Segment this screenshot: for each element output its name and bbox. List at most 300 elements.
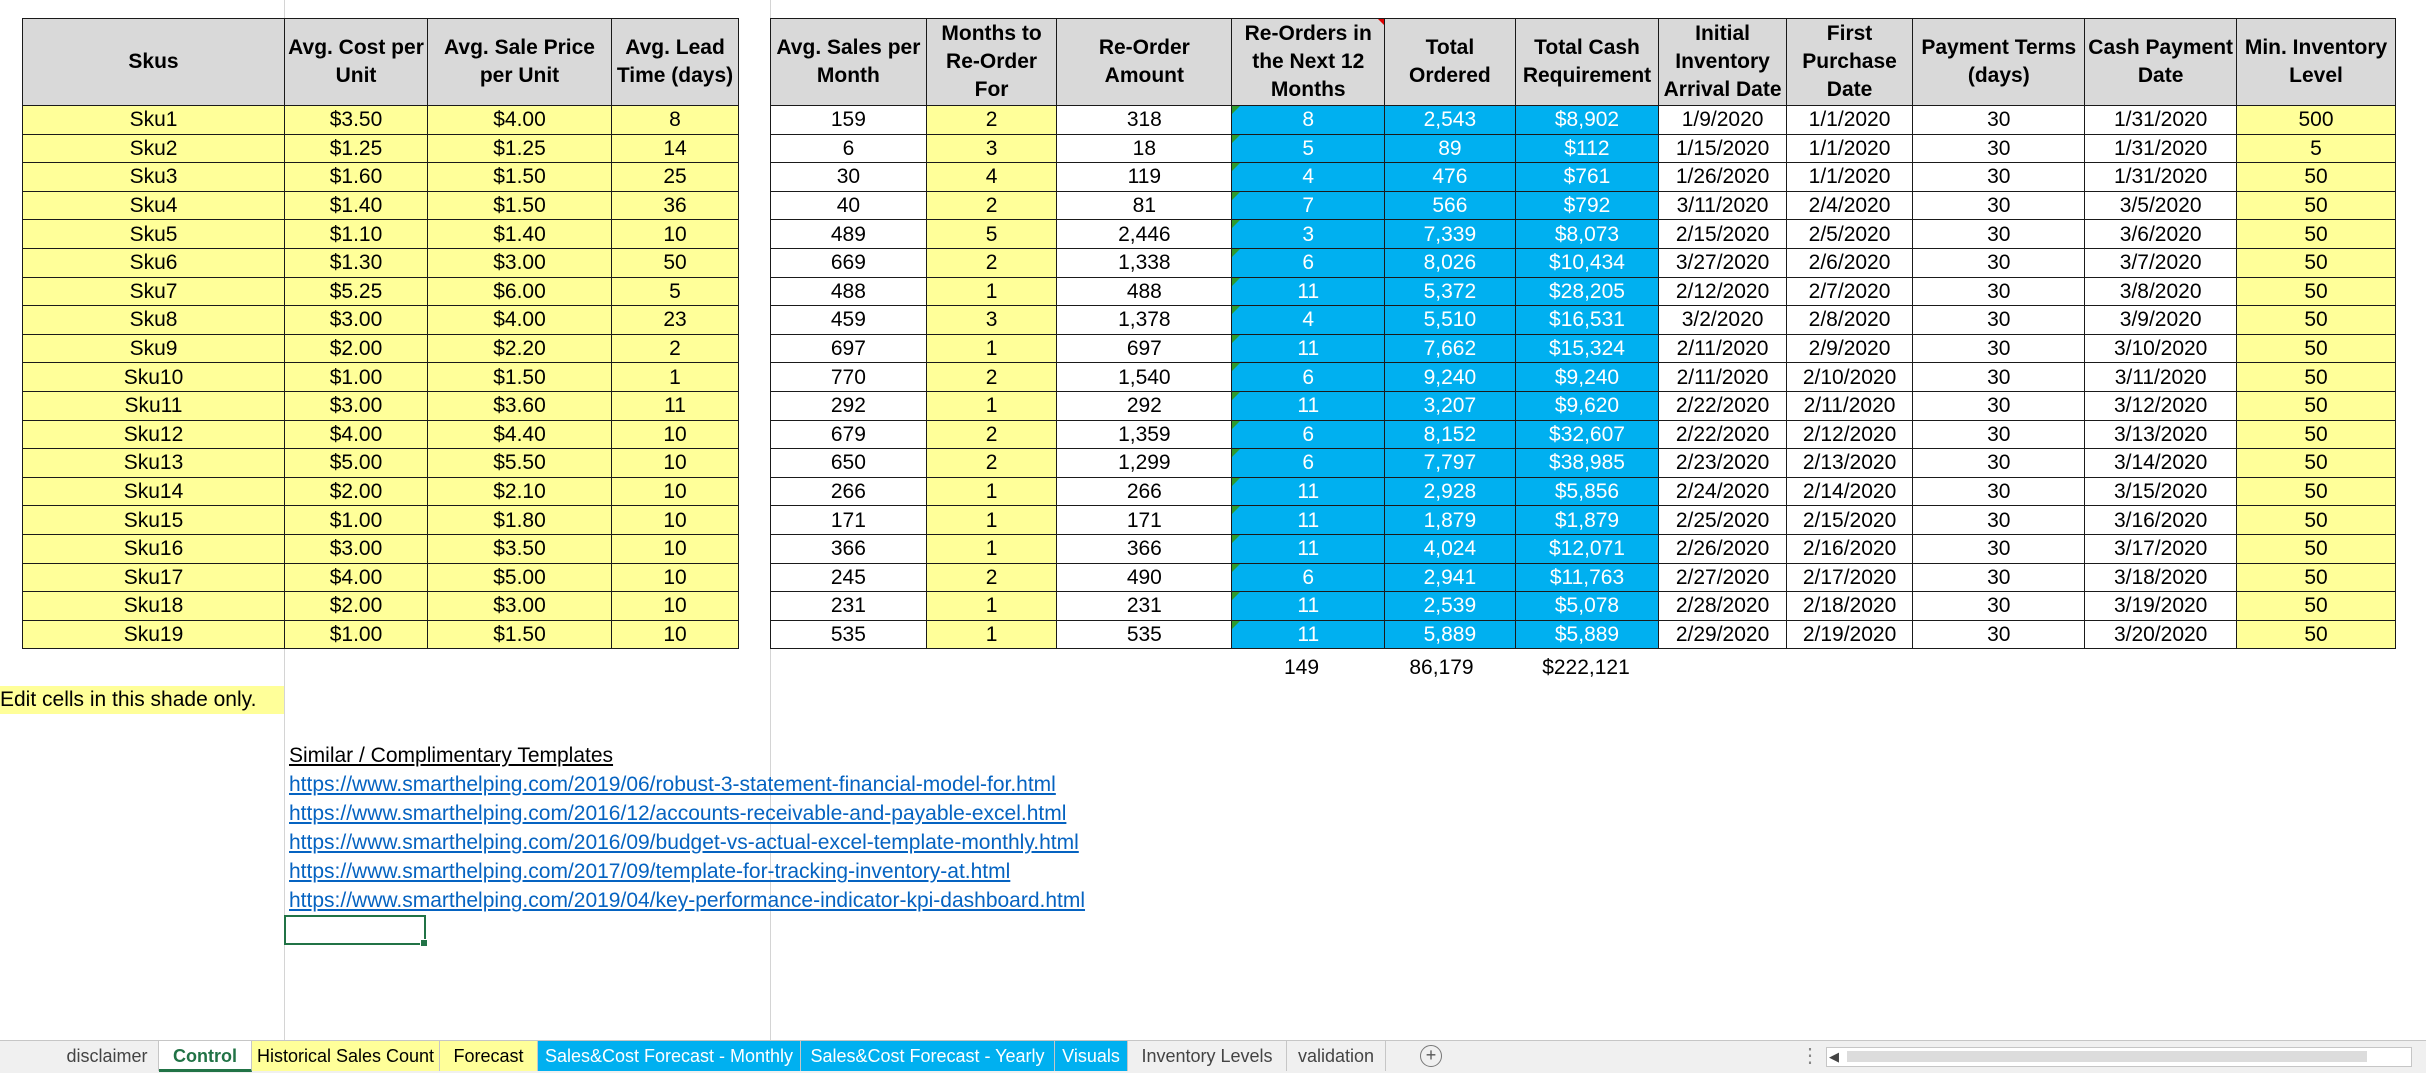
- calc-cell[interactable]: [1385, 420, 1516, 449]
- calc-cell[interactable]: [1232, 334, 1385, 363]
- calc-cell[interactable]: [1385, 191, 1516, 220]
- sku-cell[interactable]: Sku15: [23, 506, 285, 535]
- data-cell[interactable]: [771, 506, 927, 535]
- selected-cell[interactable]: [284, 915, 426, 945]
- data-cell[interactable]: [1659, 277, 1786, 306]
- input-cell[interactable]: $4.00: [428, 306, 612, 335]
- input-cell[interactable]: $1.00: [285, 620, 428, 649]
- data-cell[interactable]: [926, 248, 1057, 277]
- calc-cell[interactable]: [1385, 563, 1516, 592]
- data-cell[interactable]: [2085, 391, 2237, 420]
- data-cell[interactable]: [926, 106, 1057, 135]
- calc-cell[interactable]: [1385, 449, 1516, 478]
- sku-cell[interactable]: Sku7: [23, 277, 285, 306]
- column-header[interactable]: Avg. Lead Time (days): [612, 19, 739, 106]
- data-cell[interactable]: [1057, 306, 1232, 335]
- error-indicator-icon[interactable]: [1232, 249, 1240, 257]
- input-cell[interactable]: 10: [612, 477, 739, 506]
- tab-sales-cost-forecast-yearly[interactable]: Sales&Cost Forecast - Yearly: [801, 1041, 1055, 1071]
- tab-inventory-levels[interactable]: Inventory Levels: [1128, 1041, 1287, 1071]
- calc-cell[interactable]: [1385, 134, 1516, 163]
- data-cell[interactable]: [2237, 363, 2396, 392]
- input-cell[interactable]: 10: [612, 620, 739, 649]
- data-cell[interactable]: [1786, 563, 1912, 592]
- data-cell[interactable]: [771, 391, 927, 420]
- calc-cell[interactable]: [1515, 106, 1659, 135]
- input-cell[interactable]: $1.50: [428, 620, 612, 649]
- data-cell[interactable]: [2085, 277, 2237, 306]
- calc-cell[interactable]: [1515, 134, 1659, 163]
- data-cell[interactable]: [1057, 563, 1232, 592]
- data-cell[interactable]: [1913, 277, 2085, 306]
- data-cell[interactable]: [771, 220, 927, 249]
- data-cell[interactable]: [2085, 220, 2237, 249]
- input-cell[interactable]: $1.60: [285, 163, 428, 192]
- column-header[interactable]: First Purchase Date: [1786, 19, 1912, 106]
- data-cell[interactable]: [2237, 106, 2396, 135]
- calc-cell[interactable]: [1515, 506, 1659, 535]
- data-cell[interactable]: [926, 534, 1057, 563]
- input-cell[interactable]: $1.40: [428, 220, 612, 249]
- data-cell[interactable]: [1786, 477, 1912, 506]
- input-cell[interactable]: 25: [612, 163, 739, 192]
- sku-cell[interactable]: Sku3: [23, 163, 285, 192]
- calc-cell[interactable]: [1232, 620, 1385, 649]
- data-cell[interactable]: [1659, 620, 1786, 649]
- data-cell[interactable]: [1659, 106, 1786, 135]
- input-cell[interactable]: $5.50: [428, 449, 612, 478]
- input-cell[interactable]: $5.25: [285, 277, 428, 306]
- data-cell[interactable]: [771, 277, 927, 306]
- data-cell[interactable]: [926, 620, 1057, 649]
- input-cell[interactable]: 23: [612, 306, 739, 335]
- input-cell[interactable]: 11: [612, 391, 739, 420]
- data-cell[interactable]: [1659, 248, 1786, 277]
- sku-cell[interactable]: Sku4: [23, 191, 285, 220]
- data-cell[interactable]: [771, 248, 927, 277]
- data-cell[interactable]: [1057, 420, 1232, 449]
- input-cell[interactable]: $2.00: [285, 477, 428, 506]
- template-link[interactable]: https://www.smarthelping.com/2017/09/template-for-tracking-inventory-at.html: [289, 860, 1011, 883]
- total-ordered[interactable]: 86,179: [1409, 656, 1474, 679]
- tab-disclaimer[interactable]: disclaimer: [56, 1041, 159, 1071]
- data-cell[interactable]: [1913, 620, 2085, 649]
- data-cell[interactable]: [1913, 106, 2085, 135]
- data-cell[interactable]: [1659, 306, 1786, 335]
- input-cell[interactable]: $2.00: [285, 592, 428, 621]
- calc-cell[interactable]: [1515, 220, 1659, 249]
- column-header[interactable]: Re-Orders in the Next 12 Months: [1232, 19, 1385, 106]
- data-cell[interactable]: [926, 163, 1057, 192]
- data-cell[interactable]: [771, 563, 927, 592]
- input-cell[interactable]: 10: [612, 563, 739, 592]
- calc-cell[interactable]: [1515, 163, 1659, 192]
- tab-control[interactable]: Control: [159, 1041, 252, 1072]
- horizontal-scrollbar[interactable]: [1826, 1047, 2412, 1067]
- data-cell[interactable]: [771, 106, 927, 135]
- data-cell[interactable]: [1913, 592, 2085, 621]
- input-cell[interactable]: 14: [612, 134, 739, 163]
- data-cell[interactable]: [2085, 191, 2237, 220]
- data-cell[interactable]: [1913, 163, 2085, 192]
- data-cell[interactable]: [1786, 106, 1912, 135]
- error-indicator-icon[interactable]: [1232, 363, 1240, 371]
- sku-cell[interactable]: Sku18: [23, 592, 285, 621]
- input-cell[interactable]: $6.00: [428, 277, 612, 306]
- sku-cell[interactable]: Sku10: [23, 363, 285, 392]
- data-cell[interactable]: [2085, 506, 2237, 535]
- data-cell[interactable]: [926, 277, 1057, 306]
- input-cell[interactable]: $3.50: [285, 106, 428, 135]
- data-cell[interactable]: [926, 363, 1057, 392]
- error-indicator-icon[interactable]: [1232, 621, 1240, 629]
- data-cell[interactable]: [2237, 534, 2396, 563]
- calc-cell[interactable]: [1232, 191, 1385, 220]
- calc-cell[interactable]: [1232, 563, 1385, 592]
- data-cell[interactable]: [1057, 391, 1232, 420]
- data-cell[interactable]: [771, 134, 927, 163]
- data-cell[interactable]: [2237, 449, 2396, 478]
- calc-cell[interactable]: [1515, 191, 1659, 220]
- input-cell[interactable]: $1.30: [285, 248, 428, 277]
- column-header[interactable]: Min. Inventory Level: [2237, 19, 2396, 106]
- data-cell[interactable]: [1786, 420, 1912, 449]
- data-cell[interactable]: [2085, 106, 2237, 135]
- sku-cell[interactable]: Sku9: [23, 334, 285, 363]
- input-cell[interactable]: $3.00: [285, 534, 428, 563]
- data-cell[interactable]: [2085, 449, 2237, 478]
- input-cell[interactable]: $3.00: [428, 592, 612, 621]
- data-cell[interactable]: [771, 420, 927, 449]
- calc-cell[interactable]: [1515, 420, 1659, 449]
- sku-cell[interactable]: Sku2: [23, 134, 285, 163]
- data-cell[interactable]: [1913, 563, 2085, 592]
- calc-cell[interactable]: [1232, 420, 1385, 449]
- calc-cell[interactable]: [1385, 163, 1516, 192]
- sku-cell[interactable]: Sku19: [23, 620, 285, 649]
- data-cell[interactable]: [1913, 449, 2085, 478]
- data-cell[interactable]: [1913, 391, 2085, 420]
- data-cell[interactable]: [1913, 506, 2085, 535]
- calc-cell[interactable]: [1515, 449, 1659, 478]
- tab-forecast[interactable]: Forecast: [440, 1041, 538, 1071]
- data-cell[interactable]: [1057, 277, 1232, 306]
- data-cell[interactable]: [2085, 163, 2237, 192]
- data-cell[interactable]: [2085, 592, 2237, 621]
- data-cell[interactable]: [1057, 134, 1232, 163]
- data-cell[interactable]: [926, 134, 1057, 163]
- data-cell[interactable]: [1786, 163, 1912, 192]
- total-cash-requirement[interactable]: $222,121: [1542, 656, 1630, 679]
- data-cell[interactable]: [771, 449, 927, 478]
- data-cell[interactable]: [1659, 163, 1786, 192]
- calc-cell[interactable]: [1515, 477, 1659, 506]
- data-cell[interactable]: [2237, 277, 2396, 306]
- input-cell[interactable]: $2.00: [285, 334, 428, 363]
- data-cell[interactable]: [771, 534, 927, 563]
- data-cell[interactable]: [1659, 449, 1786, 478]
- data-cell[interactable]: [926, 477, 1057, 506]
- tab-visuals[interactable]: Visuals: [1055, 1041, 1128, 1071]
- data-cell[interactable]: [2085, 420, 2237, 449]
- data-cell[interactable]: [1659, 191, 1786, 220]
- data-cell[interactable]: [1786, 620, 1912, 649]
- input-cell[interactable]: $4.00: [428, 106, 612, 135]
- data-cell[interactable]: [926, 220, 1057, 249]
- error-indicator-icon[interactable]: [1232, 278, 1240, 286]
- data-cell[interactable]: [2237, 391, 2396, 420]
- input-cell[interactable]: $1.80: [428, 506, 612, 535]
- input-cell[interactable]: $1.10: [285, 220, 428, 249]
- error-indicator-icon[interactable]: [1232, 135, 1240, 143]
- data-cell[interactable]: [1786, 248, 1912, 277]
- data-cell[interactable]: [771, 191, 927, 220]
- input-cell[interactable]: $5.00: [285, 449, 428, 478]
- error-indicator-icon[interactable]: [1232, 163, 1240, 171]
- data-cell[interactable]: [2237, 134, 2396, 163]
- input-cell[interactable]: 1: [612, 363, 739, 392]
- error-indicator-icon[interactable]: [1232, 506, 1240, 514]
- data-cell[interactable]: [1786, 391, 1912, 420]
- column-header[interactable]: Skus: [23, 19, 285, 106]
- error-indicator-icon[interactable]: [1232, 421, 1240, 429]
- data-cell[interactable]: [2237, 334, 2396, 363]
- input-cell[interactable]: $1.25: [428, 134, 612, 163]
- data-cell[interactable]: [1786, 191, 1912, 220]
- data-cell[interactable]: [1786, 449, 1912, 478]
- data-cell[interactable]: [926, 191, 1057, 220]
- data-cell[interactable]: [2237, 191, 2396, 220]
- template-link[interactable]: https://www.smarthelping.com/2016/09/budget-vs-actual-excel-template-monthly.html: [289, 831, 1079, 854]
- data-cell[interactable]: [1786, 220, 1912, 249]
- column-header[interactable]: Total Cash Requirement: [1515, 19, 1659, 106]
- error-indicator-icon[interactable]: [1232, 535, 1240, 543]
- input-cell[interactable]: 10: [612, 449, 739, 478]
- data-cell[interactable]: [1057, 477, 1232, 506]
- calc-cell[interactable]: [1515, 592, 1659, 621]
- input-cell[interactable]: $4.40: [428, 420, 612, 449]
- data-cell[interactable]: [1659, 363, 1786, 392]
- data-cell[interactable]: [926, 563, 1057, 592]
- input-cell[interactable]: $1.50: [428, 191, 612, 220]
- calc-cell[interactable]: [1232, 363, 1385, 392]
- calc-cell[interactable]: [1385, 391, 1516, 420]
- calc-cell[interactable]: [1232, 220, 1385, 249]
- more-options-icon[interactable]: ⋮: [1800, 1045, 1820, 1067]
- data-cell[interactable]: [2237, 248, 2396, 277]
- data-cell[interactable]: [1057, 220, 1232, 249]
- data-cell[interactable]: [926, 306, 1057, 335]
- data-cell[interactable]: [1913, 477, 2085, 506]
- input-cell[interactable]: 5: [612, 277, 739, 306]
- scrollbar-thumb[interactable]: [1847, 1051, 2367, 1062]
- chevron-left-icon[interactable]: ◀: [1829, 1049, 1839, 1064]
- input-cell[interactable]: 10: [612, 420, 739, 449]
- data-cell[interactable]: [1786, 534, 1912, 563]
- calc-cell[interactable]: [1232, 134, 1385, 163]
- data-cell[interactable]: [926, 592, 1057, 621]
- data-cell[interactable]: [1057, 449, 1232, 478]
- data-cell[interactable]: [1057, 248, 1232, 277]
- calc-cell[interactable]: [1232, 534, 1385, 563]
- input-cell[interactable]: $5.00: [428, 563, 612, 592]
- data-cell[interactable]: [2085, 620, 2237, 649]
- data-cell[interactable]: [771, 477, 927, 506]
- calc-cell[interactable]: [1385, 248, 1516, 277]
- error-indicator-icon[interactable]: [1232, 192, 1240, 200]
- input-cell[interactable]: $4.00: [285, 420, 428, 449]
- data-cell[interactable]: [771, 363, 927, 392]
- data-cell[interactable]: [1057, 506, 1232, 535]
- sku-cell[interactable]: Sku12: [23, 420, 285, 449]
- data-cell[interactable]: [1913, 363, 2085, 392]
- calc-cell[interactable]: [1232, 449, 1385, 478]
- calc-cell[interactable]: [1232, 391, 1385, 420]
- column-header[interactable]: Avg. Cost per Unit: [285, 19, 428, 106]
- column-header[interactable]: Payment Terms (days): [1913, 19, 2085, 106]
- data-cell[interactable]: [1057, 620, 1232, 649]
- data-cell[interactable]: [2237, 563, 2396, 592]
- data-cell[interactable]: [1786, 334, 1912, 363]
- input-cell[interactable]: $1.40: [285, 191, 428, 220]
- column-header[interactable]: Total Ordered: [1385, 19, 1516, 106]
- sku-cell[interactable]: Sku5: [23, 220, 285, 249]
- input-cell[interactable]: $2.10: [428, 477, 612, 506]
- calc-cell[interactable]: [1232, 277, 1385, 306]
- input-cell[interactable]: $1.00: [285, 363, 428, 392]
- data-cell[interactable]: [2085, 477, 2237, 506]
- data-cell[interactable]: [771, 163, 927, 192]
- tab-historical-sales-count[interactable]: Historical Sales Count: [252, 1041, 440, 1071]
- calc-cell[interactable]: [1385, 363, 1516, 392]
- data-cell[interactable]: [1659, 506, 1786, 535]
- calc-cell[interactable]: [1385, 220, 1516, 249]
- calc-cell[interactable]: [1385, 334, 1516, 363]
- data-cell[interactable]: [1786, 277, 1912, 306]
- data-cell[interactable]: [1913, 334, 2085, 363]
- data-cell[interactable]: [1913, 306, 2085, 335]
- column-header[interactable]: Initial Inventory Arrival Date: [1659, 19, 1786, 106]
- input-cell[interactable]: $3.00: [428, 248, 612, 277]
- calc-cell[interactable]: [1385, 592, 1516, 621]
- column-header[interactable]: Avg. Sales per Month: [771, 19, 927, 106]
- input-cell[interactable]: 36: [612, 191, 739, 220]
- error-indicator-icon[interactable]: [1232, 564, 1240, 572]
- edit-shade-note[interactable]: Edit cells in this shade only.: [0, 686, 284, 714]
- data-cell[interactable]: [771, 592, 927, 621]
- calc-cell[interactable]: [1385, 477, 1516, 506]
- data-cell[interactable]: [1659, 334, 1786, 363]
- input-cell[interactable]: 8: [612, 106, 739, 135]
- data-cell[interactable]: [2085, 363, 2237, 392]
- data-cell[interactable]: [771, 306, 927, 335]
- data-cell[interactable]: [1786, 134, 1912, 163]
- sku-cell[interactable]: Sku13: [23, 449, 285, 478]
- data-cell[interactable]: [2085, 134, 2237, 163]
- calc-cell[interactable]: [1385, 306, 1516, 335]
- column-header[interactable]: Months to Re-Order For: [926, 19, 1057, 106]
- input-cell[interactable]: 2: [612, 334, 739, 363]
- calc-cell[interactable]: [1515, 334, 1659, 363]
- calc-cell[interactable]: [1232, 248, 1385, 277]
- column-header[interactable]: Avg. Sale Price per Unit: [428, 19, 612, 106]
- calc-cell[interactable]: [1515, 248, 1659, 277]
- data-cell[interactable]: [1913, 248, 2085, 277]
- error-indicator-icon[interactable]: [1232, 335, 1240, 343]
- fill-handle[interactable]: [420, 939, 428, 947]
- data-cell[interactable]: [2237, 477, 2396, 506]
- data-cell[interactable]: [2085, 334, 2237, 363]
- data-cell[interactable]: [2085, 306, 2237, 335]
- data-cell[interactable]: [1786, 592, 1912, 621]
- calc-cell[interactable]: [1232, 477, 1385, 506]
- calc-cell[interactable]: [1515, 620, 1659, 649]
- sku-cell[interactable]: Sku6: [23, 248, 285, 277]
- input-cell[interactable]: $3.60: [428, 391, 612, 420]
- data-cell[interactable]: [2237, 592, 2396, 621]
- input-cell[interactable]: 10: [612, 534, 739, 563]
- input-cell[interactable]: $3.50: [428, 534, 612, 563]
- input-cell[interactable]: 10: [612, 506, 739, 535]
- calc-cell[interactable]: [1232, 106, 1385, 135]
- data-cell[interactable]: [2237, 163, 2396, 192]
- data-cell[interactable]: [926, 506, 1057, 535]
- data-cell[interactable]: [2085, 563, 2237, 592]
- calc-cell[interactable]: [1385, 106, 1516, 135]
- data-cell[interactable]: [771, 620, 927, 649]
- data-cell[interactable]: [1913, 191, 2085, 220]
- tab-validation[interactable]: validation: [1287, 1041, 1386, 1071]
- data-cell[interactable]: [1786, 306, 1912, 335]
- input-cell[interactable]: $3.00: [285, 391, 428, 420]
- calc-cell[interactable]: [1385, 620, 1516, 649]
- input-cell[interactable]: $3.00: [285, 306, 428, 335]
- input-cell[interactable]: $4.00: [285, 563, 428, 592]
- total-reorders[interactable]: 149: [1283, 656, 1320, 679]
- data-cell[interactable]: [1913, 220, 2085, 249]
- data-cell[interactable]: [2237, 306, 2396, 335]
- calc-cell[interactable]: [1385, 277, 1516, 306]
- calc-cell[interactable]: [1515, 534, 1659, 563]
- data-cell[interactable]: [1659, 220, 1786, 249]
- data-cell[interactable]: [1913, 134, 2085, 163]
- calc-cell[interactable]: [1232, 306, 1385, 335]
- data-cell[interactable]: [1913, 534, 2085, 563]
- error-indicator-icon[interactable]: [1232, 478, 1240, 486]
- template-link[interactable]: https://www.smarthelping.com/2016/12/accounts-receivable-and-payable-excel.html: [289, 802, 1067, 825]
- sku-cell[interactable]: Sku17: [23, 563, 285, 592]
- calc-cell[interactable]: [1515, 563, 1659, 592]
- add-sheet-icon[interactable]: +: [1420, 1045, 1442, 1067]
- error-indicator-icon[interactable]: [1232, 592, 1240, 600]
- calc-cell[interactable]: [1515, 306, 1659, 335]
- input-cell[interactable]: 50: [612, 248, 739, 277]
- input-cell[interactable]: $2.20: [428, 334, 612, 363]
- template-link[interactable]: https://www.smarthelping.com/2019/04/key-performance-indicator-kpi-dashboard.html: [289, 889, 1086, 912]
- data-cell[interactable]: [1659, 592, 1786, 621]
- error-indicator-icon[interactable]: [1232, 306, 1240, 314]
- data-cell[interactable]: [1057, 592, 1232, 621]
- calc-cell[interactable]: [1232, 506, 1385, 535]
- calc-cell[interactable]: [1515, 391, 1659, 420]
- comment-indicator-icon[interactable]: [1376, 19, 1385, 28]
- data-cell[interactable]: [1786, 363, 1912, 392]
- column-header[interactable]: Re-Order Amount: [1057, 19, 1232, 106]
- input-cell[interactable]: $1.25: [285, 134, 428, 163]
- sku-cell[interactable]: Sku16: [23, 534, 285, 563]
- data-cell[interactable]: [2237, 620, 2396, 649]
- input-cell[interactable]: 10: [612, 220, 739, 249]
